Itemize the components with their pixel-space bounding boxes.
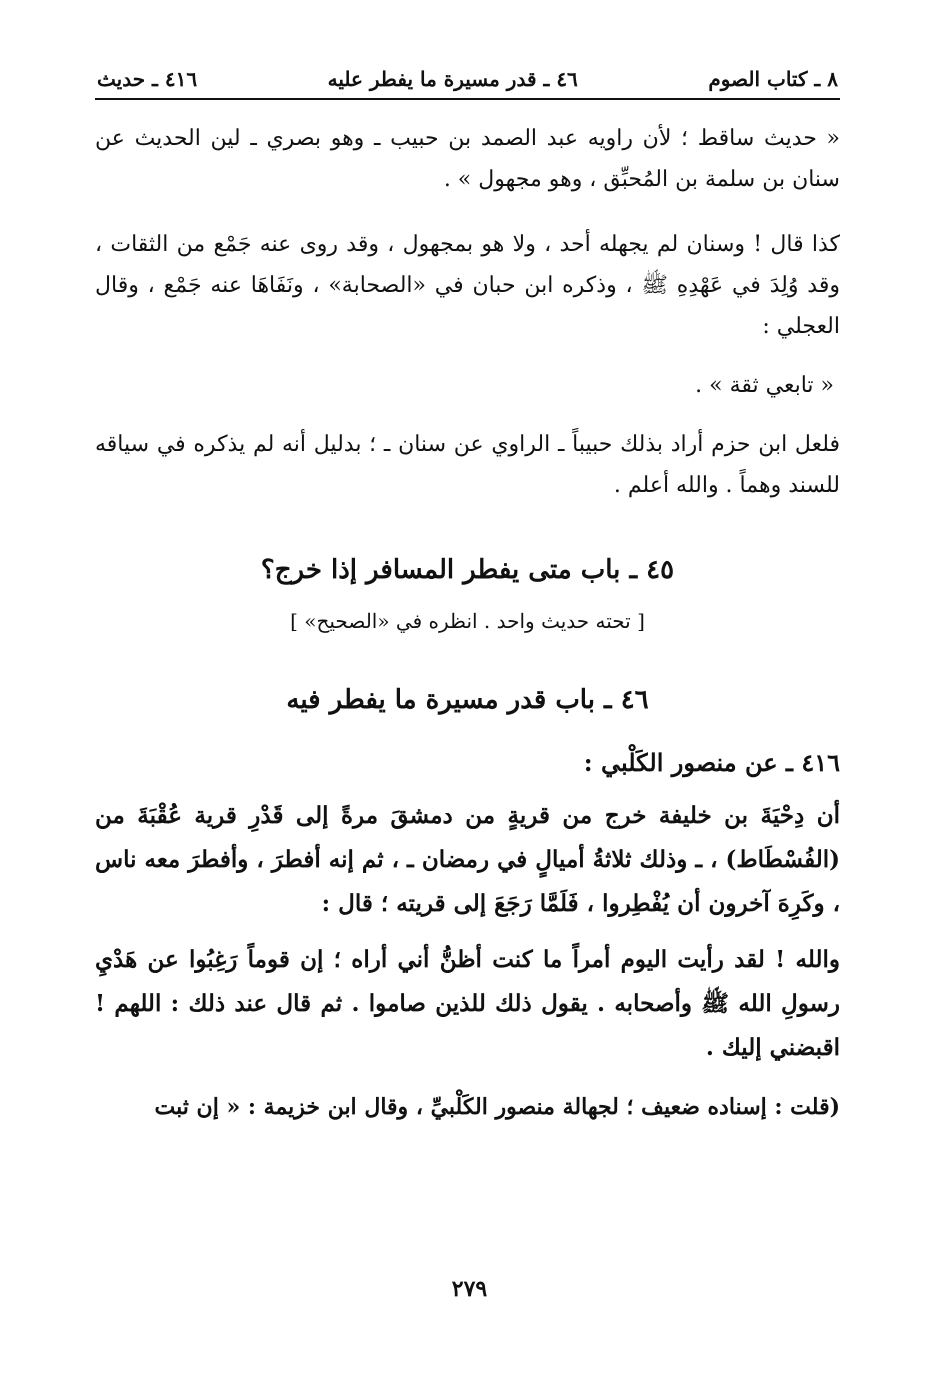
section-note-45: [ تحته حديث واحد . انظره في «الصحيح» ] — [290, 609, 645, 633]
page-body — [95, 62, 840, 1150]
quote-paragraph: « حديث ساقط ؛ لأن راويه عبد الصمد بن حبيب ـ وهو بصري ـ لين الحديث عن سنان بن سلمة بن المُحبِّق ، وهو مجهول » . — [95, 126, 840, 192]
page-number: ٢٧٩ — [451, 1276, 488, 1302]
hadith-text-part-2: والله ! لقد رأيت اليوم أمراً ما كنت أظنُّ أني أراه ؛ إن قوماً رَغِبُوا عن هَدْيِ رسولِ الله ﷺ وأصحابه . يقول ذلك للذين صاموا . ثم قال عند ذلك : اللهم ! اقبضني إليك . — [95, 946, 840, 1061]
header-hadith-number: ٤١٦ ـ حديث — [97, 67, 198, 91]
commentary-paragraph: كذا قال ! وسنان لم يجهله أحد ، ولا هو بمجهول ، وقد روى عنه جَمْع من الثقات ، وقد وُلِدَ في عَهْدِهِ ﷺ ، وذكره ابن حبان في «الصحابة» ، ونَفَاهَا عنه جَمْع ، وقال العجلي : — [95, 232, 840, 339]
section-heading-45: ٤٥ ـ باب متى يفطر المسافر إذا خرج؟ — [260, 555, 675, 585]
header-book-title: ٨ ـ كتاب الصوم — [708, 67, 838, 91]
conclusion-paragraph: فلعل ابن حزم أراد بذلك حبيباً ـ الراوي عن سنان ـ ؛ بدليل أنه لم يذكره في سياقه للسند وهماً . والله أعلم . — [95, 432, 840, 498]
hadith-text-part-1: أن دِحْيَةَ بن خليفة خرج من قريةٍ من دمشقَ مرةً إلى قَدْرِ قرية عُقْبَةَ من (الفُسْطَاط) ، ـ وذلك ثلاثةُ أميالٍ في رمضان ـ ، ثم إنه أفطرَ ، وأفطرَ معه ناس ، وكَرِهَ آخرون أن يُفْطِروا ، فَلَمَّا رَجَعَ إلى قريته ؛ قال : — [95, 802, 840, 917]
running-header — [95, 62, 840, 100]
header-chapter-title: ٤٦ ـ قدر مسيرة ما يفطر عليه — [327, 67, 578, 91]
quote-ajli: « تابعي ثقة » . — [695, 373, 834, 398]
grading-comment: (قلت : إسناده ضعيف ؛ لجهالة منصور الكَلْبيِّ ، وقال ابن خزيمة : « إن ثبت — [154, 1094, 840, 1120]
section-heading-46: ٤٦ ـ باب قدر مسيرة ما يفطر فيه — [286, 685, 649, 715]
hadith-title: ٤١٦ ـ عن منصور الكَلْبي : — [583, 748, 840, 777]
